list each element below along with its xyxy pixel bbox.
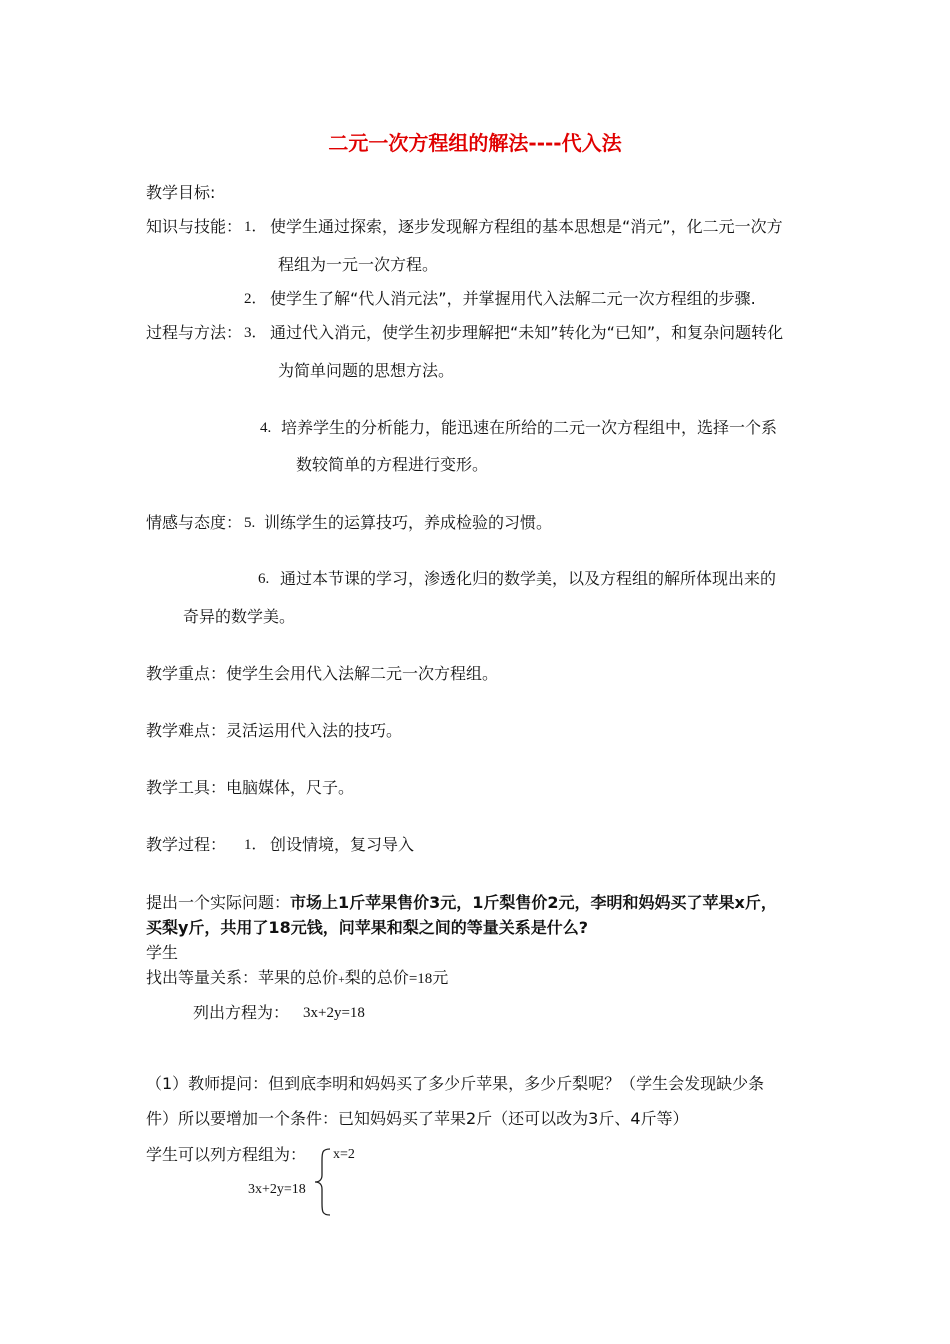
item5-text: 训练学生的运算技巧，养成检验的习惯。 (264, 513, 553, 532)
student-label: 学生 (146, 943, 179, 962)
item4-continuation: 数较简单的方程进行变形。 (296, 455, 489, 474)
knowledge-label: 知识与技能： (146, 217, 243, 236)
relation-eq: =18 (408, 971, 433, 987)
tools: 教学工具：电脑媒体，尺子。 (146, 778, 355, 797)
item3-number: 3． (244, 325, 267, 341)
relation-prefix: 找出等量关系：苹果的总价 (146, 968, 339, 987)
process-step-text: 创设情境，复习导入 (270, 835, 415, 854)
relation-suffix: 元 (432, 968, 449, 987)
item1-number: 1． (244, 219, 267, 235)
item3-text: 通过代入消元，使学生初步理解把“未知”转化为“已知”，和复杂问题转化 (270, 323, 784, 342)
equation-label: 列出方程为： (193, 1003, 290, 1022)
problem-text1: 市场上1斤苹果售价3元，1斤梨售价2元，李明和妈妈买了苹果x斤， (290, 893, 777, 912)
item6-continuation: 奇异的数学美。 (183, 607, 296, 626)
question-line1: （1）教师提问：但到底李明和妈妈买了多少斤苹果，多少斤梨呢？（学生会发现缺少条 (146, 1074, 765, 1093)
document-title: 二元一次方程组的解法----代入法 (328, 131, 622, 155)
process-step-number: 1． (244, 837, 267, 853)
item6-number: 6. (258, 571, 270, 587)
problem-line1 (146, 892, 777, 914)
problem-intro: 提出一个实际问题： (146, 893, 291, 912)
system-label: 学生可以列方程组为： (146, 1145, 307, 1164)
question-line2: 件）所以要增加一个条件：已知妈妈买了苹果2斤（还可以改为3斤、4斤等） (146, 1109, 689, 1128)
equation-value: 3x+2y=18 (303, 1005, 365, 1021)
relation-line (146, 967, 448, 990)
process-method-label: 过程与方法： (146, 323, 243, 342)
relation-middle: 梨的总价 (344, 968, 409, 987)
item2-number: 2． (244, 291, 267, 307)
item4-text: 培养学生的分析能力，能迅速在所给的二元一次方程组中，选择一个系 (281, 418, 778, 437)
item1-continuation: 程组为一元一次方程。 (278, 255, 439, 274)
difficulty: 教学难点：灵活运用代入法的技巧。 (146, 721, 403, 740)
item4-number: 4. (260, 420, 272, 436)
item3-continuation: 为简单问题的思想方法。 (278, 361, 455, 380)
system-equation-1: x=2 (333, 1147, 355, 1162)
item6-text: 通过本节课的学习，渗透化归的数学美，以及方程组的解所体现出来的 (280, 569, 777, 588)
item5-number: 5. (244, 515, 256, 531)
left-brace-icon (312, 1147, 332, 1217)
relation-plus: + (338, 972, 345, 986)
emotion-label: 情感与态度： (146, 513, 243, 532)
objectives-heading: 教学目标: (146, 183, 216, 202)
item1-text: 使学生通过探索，逐步发现解方程组的基本思想是“消元”，化二元一次方 (270, 217, 783, 236)
problem-line2: 买梨y斤，共用了18元钱，问苹果和梨之间的等量关系是什么? (146, 918, 588, 937)
process-label: 教学过程： (146, 835, 227, 854)
item2-text: 使学生了解“代人消元法”，并掌握用代入法解二元一次方程组的步骤. (270, 289, 756, 308)
key-point: 教学重点：使学生会用代入法解二元一次方程组。 (146, 664, 499, 683)
system-equation-2: 3x+2y=18 (248, 1182, 306, 1197)
